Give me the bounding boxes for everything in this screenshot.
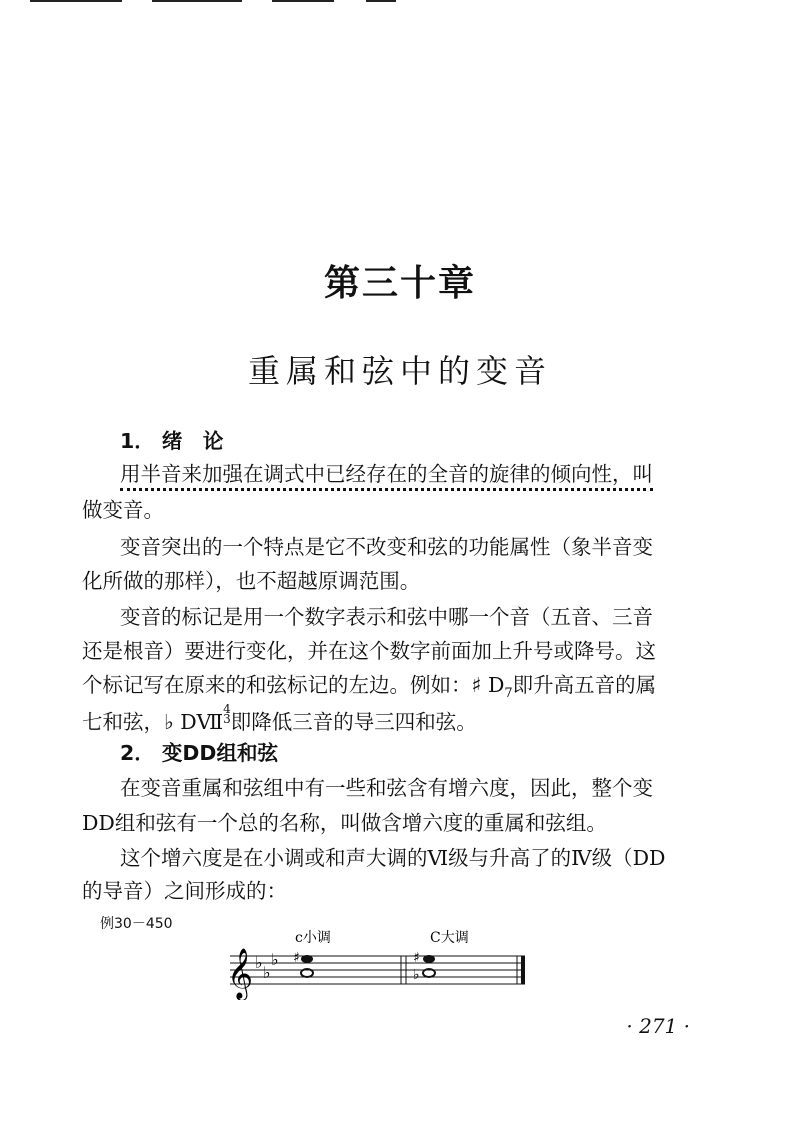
paragraph-3-line-1: 变音的标记是用一个数字表示和弦中哪一个音（五音、三音 [120, 605, 653, 629]
paragraph-5-line-1: 这个增六度是在小调或和声大调的Ⅵ级与升高了的Ⅳ级（DD [120, 846, 666, 870]
flat-icon: ♭ [164, 710, 174, 734]
paragraph-2-line-1: 变音突出的一个特点是它不改变和弦的功能属性（象半音变 [120, 535, 653, 559]
flat-icon: ♭ [271, 950, 279, 969]
note [423, 955, 435, 963]
key-label-c-minor: c小调 [295, 930, 331, 946]
paragraph-1-line-1 [120, 459, 653, 489]
top-rule-2 [152, 0, 242, 2]
paragraph-2-line-2: 化所做的那样），也不超越原调范围。 [82, 569, 421, 593]
section-1-heading [120, 426, 223, 456]
section-1-number: 1． [120, 429, 155, 453]
paragraph-1-line-2: 做变音。 [82, 498, 164, 522]
section-2-number: 2． [120, 741, 155, 765]
chord-2 [413, 950, 435, 983]
paragraph-5-line-2: 的导音）之间形成的： [82, 879, 287, 903]
top-rule-1 [30, 0, 122, 2]
chapter-title: 重属和弦中的变音 [247, 352, 552, 390]
emphasis-text: 用半音来加强在调式中已经存在的全音的旋律的倾向性，叫 [120, 462, 653, 491]
flat-icon: ♭ [255, 953, 263, 972]
section-2-title: 变DD组和弦 [161, 741, 278, 765]
flat-icon: ♭ [263, 963, 271, 982]
key-label-c-major: C大调 [430, 930, 469, 946]
chapter-heading: 第三十章 [323, 263, 476, 304]
page-number: · 271 · [626, 1014, 690, 1038]
text-span: 即降低三音的导三四和弦。 [230, 710, 477, 734]
chord-symbol: D [481, 673, 505, 697]
sharp-icon: ♯ [293, 950, 300, 966]
note [301, 955, 313, 963]
section-2-heading [120, 738, 278, 768]
top-rule-3 [272, 0, 334, 2]
chord-symbol: DⅦ [173, 710, 224, 734]
text-span: 个标记写在原来的和弦标记的左边。例如： [82, 673, 472, 697]
section-1-title: 绪 论 [161, 429, 224, 453]
sharp-icon: ♯ [471, 673, 482, 697]
treble-clef-icon: 𝄞 [227, 948, 254, 999]
inversion-bottom: 3 [223, 712, 231, 726]
flat-icon: ♭ [413, 967, 420, 983]
music-staff [225, 928, 545, 1000]
text-span: 七和弦， [82, 710, 164, 734]
text-span: 即升高五音的属 [512, 673, 657, 697]
paragraph-3-line-4 [82, 704, 477, 737]
sharp-icon: ♯ [413, 950, 420, 966]
paragraph-3-line-2: 还是根音）要进行变化，并在这个数字前面加上升号或降号。这 [82, 639, 656, 663]
paragraph-4-line-2: DD组和弦有一个总的名称，叫做含增六度的重属和弦组。 [82, 811, 607, 835]
chord-inversion [223, 704, 231, 724]
example-label: 例30－450 [100, 916, 173, 932]
paragraph-4-line-1: 在变音重属和弦组中有一些和弦含有增六度，因此，整个变 [120, 776, 653, 800]
top-rule-4 [366, 0, 396, 2]
inversion-top: 4 [223, 702, 231, 716]
chord-subscript: 7 [504, 686, 513, 702]
